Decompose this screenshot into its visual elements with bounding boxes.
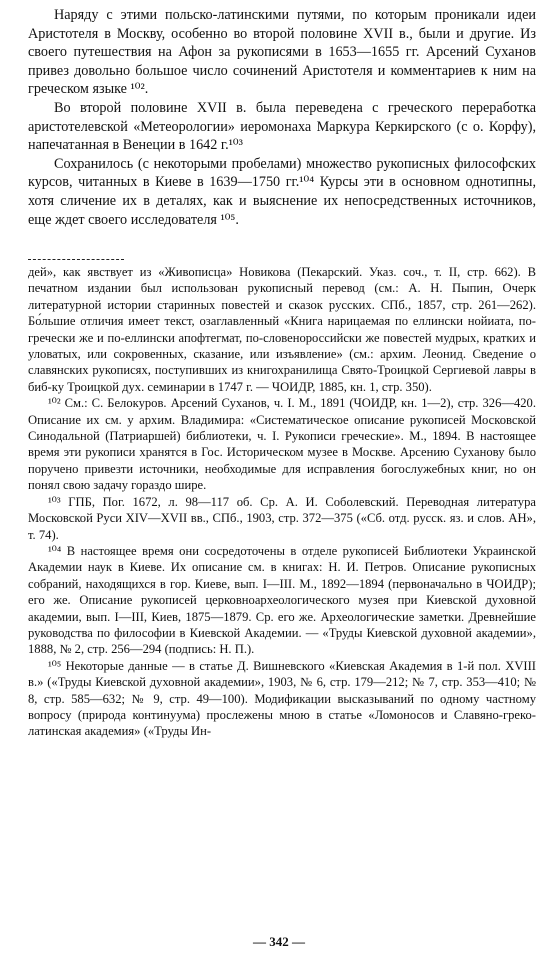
page-number: — 342 — (253, 934, 305, 949)
footnote-102: ¹⁰² См.: С. Белокуров. Арсений Суханов, ч. I. М., 1891 (ЧОИДР, кн. 1—2), стр. 326—420. Описание их см. у архим. Владимира: «Систематическое описание рукописей Московской Синодальной (Патриаршей) библиотеки, ч. I. Рукописи греческие». М., 1894. В настоящее время эти рукописи хранятся в Гос. Историческом музее в Москве. Арсению Суханову было поручено привезти источники, необходимые для исправления богослужебных книг, но он понял свою задачу гораздо шире. (28, 396, 536, 493)
footnote-103: ¹⁰³ ГПБ, Пог. 1672, л. 98—117 об. Ср. А. И. Соболевский. Переводная литература Московской Руси XIV—XVII вв., СПб., 1903, стр. 372—375 («Сб. отд. русск. яз. и слов. АН», т. 74). (28, 494, 536, 542)
footnote-continuation: дей», как явствует из «Живописца» Новикова (Пекарский. Указ. соч., т. II, стр. 662). В печатном издании был использован рукописный перевод (см.: А. Н. Пыпин, Очерк литературной истории старинных повестей и сказок русских. СПб., 1857, стр. 261—262). Бо́льшие отличия имеет текст, озаглавленный «Книга нарицаемая по еллински нойиата, по-гречески же и по-еллински апофтегмат, по-словенороссийски же повестей мудрых, кратких и уловатых, или сокровенных, сказание, или изъявление» (см.: архим. Леонид. Сведение о славянских рукописях, поступивших из книгохранилища Свято-Троицкой Сергиевой лавры в биб-ку Троицкой дух. семинарии в 1747 г. — ЧОИДР, 1885, кн. 1, стр. 350). (28, 265, 536, 394)
main-text (28, 6, 536, 229)
main-paragraph-2: Во второй половине XVII в. была переведена с греческого переработка аристотелевской «Метеорологии» иеромонаха Маркура Керкирского (с о. Корфу), напечатанная в Венеции в 1642 г.¹⁰³ (28, 99, 536, 154)
footnote-105: ¹⁰⁵ Некоторые данные — в статье Д. Вишневского «Киевская Академия в 1-й пол. XVIII в.» («Труды Киевской духовной академии», 1903, № 6, стр. 179—212; № 7, стр. 353—410; № 8, стр. 585—632; № 9, стр. 49—100). Модификации высказываний по одному частному вопросу (природа континуума) прослежены мною в статье «Ломоносов и Славяно-греко-латинская академия» («Труды Ин- (28, 658, 536, 739)
footnotes (28, 264, 536, 740)
footnote-separator (28, 259, 124, 260)
main-paragraph-3: Сохранилось (с некоторыми пробелами) множество рукописных философских курсов, читанных в Киеве в 1639—1750 гг.¹⁰⁴ Курсы эти в основном однотипны, хотя сличение их в деталях, как и выяснение их непосредственных источников, еще ждет своего исследователя ¹⁰⁵. (28, 155, 536, 228)
main-paragraph-1: Наряду с этими польско-латинскими путями, по которым проникали идеи Аристотеля в Москву, особенно во второй половине XVII в., были и другие. Из своего путешествия на Афон за рукописями в 1653—1655 гг. Арсений Суханов привез довольно большое число сочинений Аристотеля и комментариев к ним на греческом языке ¹⁰². (28, 7, 536, 98)
footnote-104: ¹⁰⁴ В настоящее время они сосредоточены в отделе рукописей Библиотеки Украинской Академии наук в Киеве. Их описание см. в книгах: Н. И. Петров. Описание рукописных собраний, находящихся в гор. Киеве, вып. I—III. М., 1892—1894 (первоначально в ЧОИДР); его же. Описание рукописей церковноархеологического музея при Киевской духовной академии, вып. I—III, Киев, 1875—1879. Ср. его же. Археологические заметки. Древнейшие руководства по философии в Киевской Академии. — «Труды Киевской духовной академии», 1888, № 2, стр. 256—294 (подпись: Н. П.). (28, 543, 536, 657)
